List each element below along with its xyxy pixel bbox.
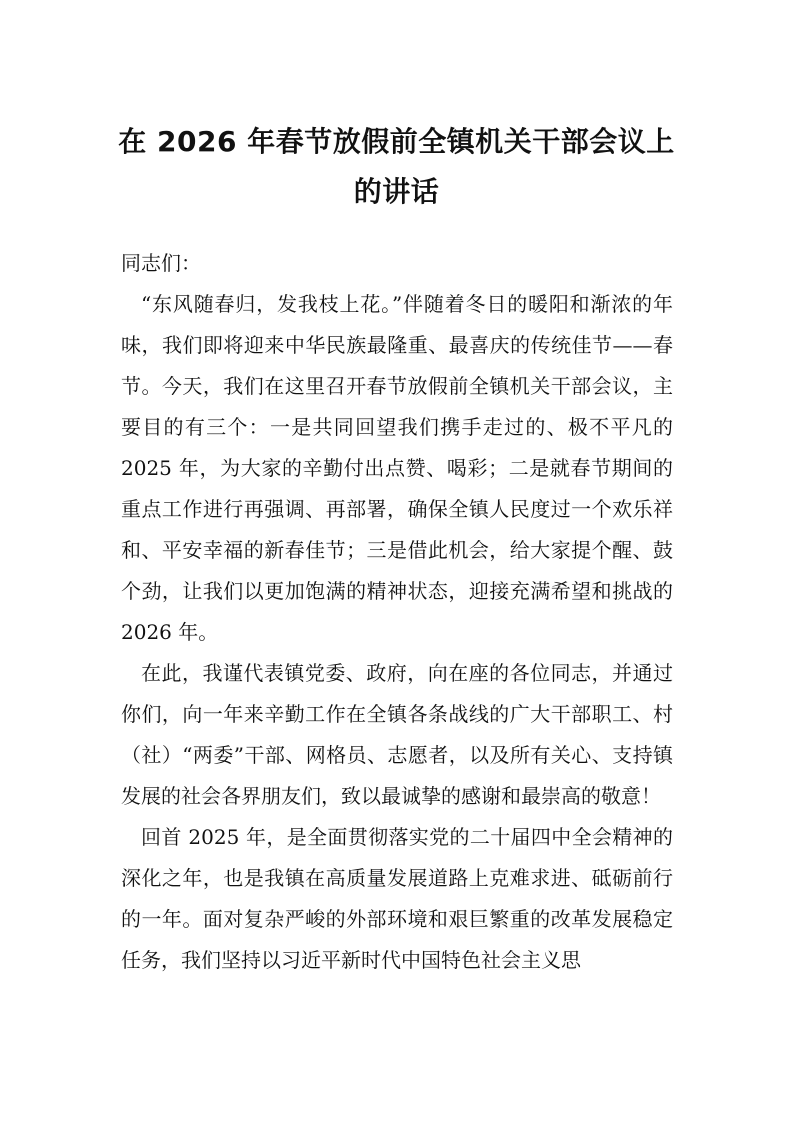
salutation: 同志们： [121, 251, 201, 275]
paragraph-thanks: 在此，我谨代表镇党委、政府，向在座的各位同志，并通过你们，向一年来辛勤工作在全镇各条战线的广大干部职工、村（社）“两委”干部、网格员、志愿者，以及所有关心、支持镇发展的社会各界朋友们，致以最诚挚的感谢和最崇高的敬意！ [121, 661, 673, 808]
document-title-line-1: 在 2026 年春节放假前全镇机关干部会议上 [118, 125, 675, 158]
document-title-line-2: 的讲话 [353, 175, 440, 208]
paragraph-intro: “东风随春归，发我枝上花。”伴随着冬日的暖阳和渐浓的年味，我们即将迎来中华民族最隆重、最喜庆的传统佳节——春节。今天，我们在这里召开春节放假前全镇机关干部会议，主要目的有三个：一是共同回望我们携手走过的、极不平凡的 2025 年，为大家的辛勤付出点赞、喝彩；二是就春节期间的重点工作进行再强调、再部署，确保全镇人民度过一个欢乐祥和、平安幸福的新春佳节；三是借此机会，给大家提个醒、鼓个劲，让我们以更加饱满的精神状态，迎接充满希望和挑战的 2026 年。 [121, 292, 673, 644]
paragraph-review: 回首 2025 年，是全面贯彻落实党的二十届四中全会精神的深化之年，也是我镇在高质量发展道路上克难求进、砥砺前行的一年。面对复杂严峻的外部环境和艰巨繁重的改革发展稳定任务，我们坚持以习近平新时代中国特色社会主义思 [121, 825, 673, 972]
document-body [121, 243, 673, 981]
